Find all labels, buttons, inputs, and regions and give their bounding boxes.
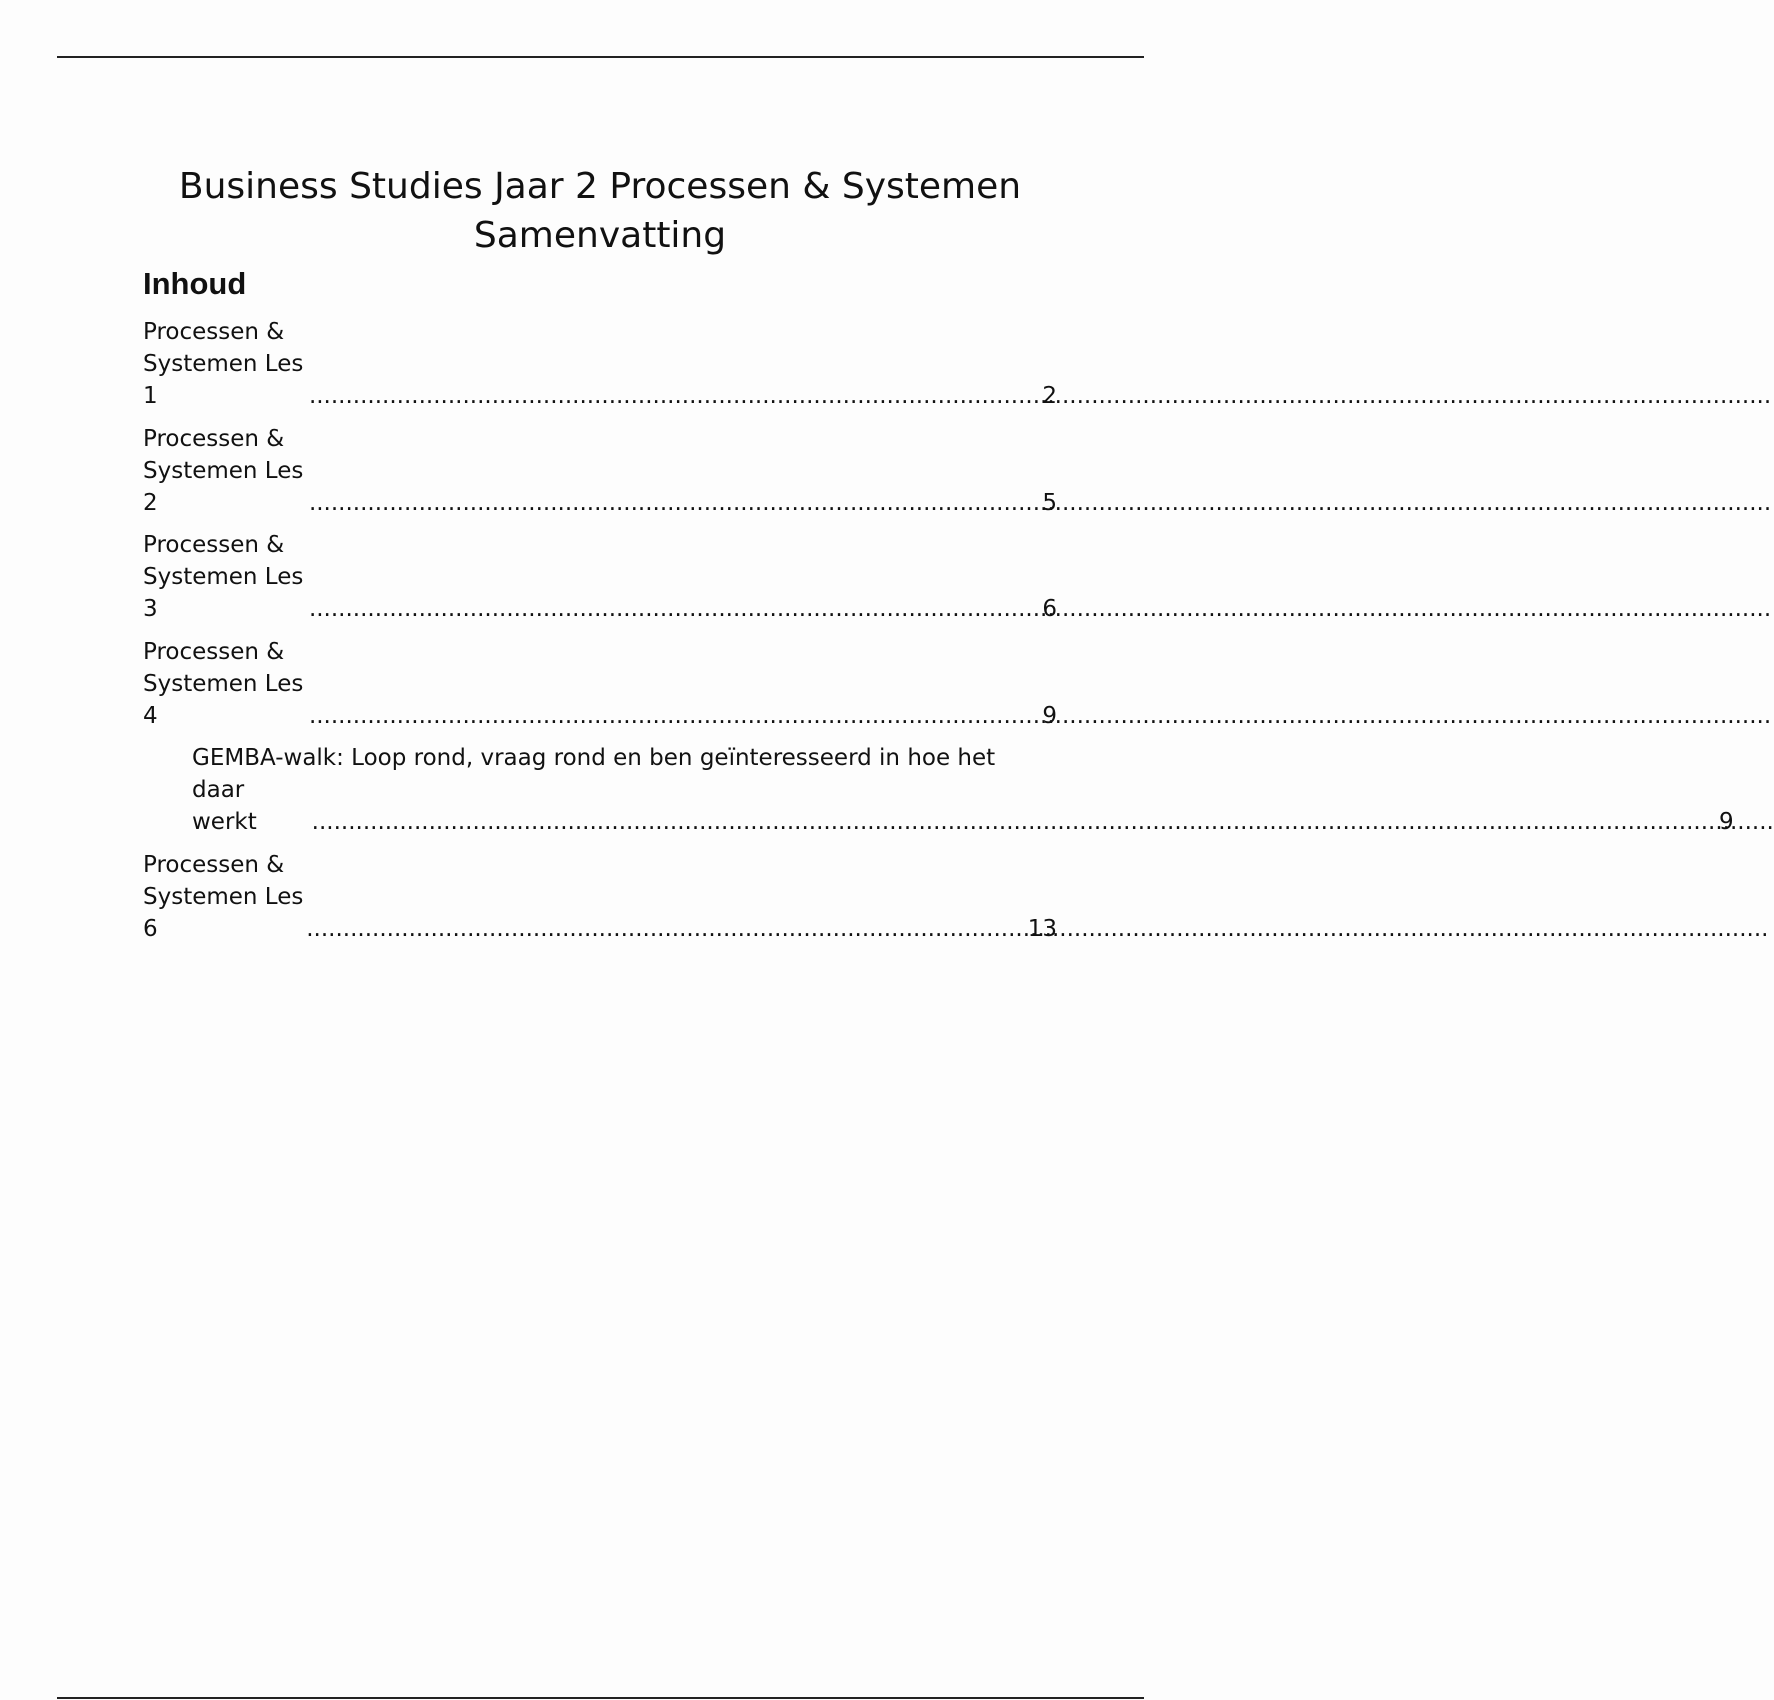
toc-entry-title: Processen & Systemen Les 4	[143, 638, 304, 729]
document-title	[143, 162, 1057, 260]
toc-subentry-last-line	[192, 774, 1734, 838]
toc-entry-les-2[interactable]	[143, 423, 1057, 519]
toc-entry-title: Processen & Systemen Les 2	[143, 425, 304, 516]
toc-entry-title-line-2: daar werkt	[192, 777, 257, 835]
toc-entry-les-4[interactable]	[143, 636, 1057, 732]
footer-rule	[57, 1697, 1144, 1699]
toc-dot-leader	[309, 593, 1042, 625]
toc-entry-gemba-walk[interactable]	[143, 742, 1734, 838]
toc-entry-title: Processen & Systemen Les 6	[143, 851, 304, 942]
toc-subentry-wrap	[192, 742, 1734, 838]
toc-dot-leader	[312, 806, 1719, 838]
header-rule	[57, 56, 1144, 58]
toc-page-number: 2	[1042, 383, 1057, 409]
toc-page-number: 13	[1027, 915, 1057, 942]
document-title-line-2: Samenvatting	[473, 215, 727, 257]
toc-dot-leader	[306, 913, 1027, 945]
toc-entry-les-1[interactable]	[143, 316, 1057, 412]
toc-page-number: 9	[1042, 702, 1057, 729]
toc-entry-title: Processen & Systemen Les 3	[143, 532, 304, 622]
toc-dot-leader	[309, 700, 1042, 732]
document-title-line-1: Business Studies Jaar 2 Processen & Systemen	[178, 166, 1022, 208]
toc-entry-title: Processen & Systemen Les 1	[143, 319, 304, 409]
toc-page-number: 6	[1042, 596, 1057, 622]
toc-dot-leader	[309, 487, 1042, 519]
toc-page-number: 5	[1042, 489, 1057, 516]
toc-page-number: 9	[1718, 809, 1734, 835]
toc-dot-leader	[309, 380, 1042, 412]
toc-entry-title-line-1: GEMBA-walk: Loop rond, vraag rond en ben geïnteresseerd in hoe het	[192, 745, 996, 771]
toc-entry-les-3[interactable]	[143, 529, 1057, 625]
toc-heading: Inhoud	[143, 266, 247, 301]
toc-entry-les-6[interactable]	[143, 849, 1057, 945]
table-of-contents	[143, 316, 1734, 955]
